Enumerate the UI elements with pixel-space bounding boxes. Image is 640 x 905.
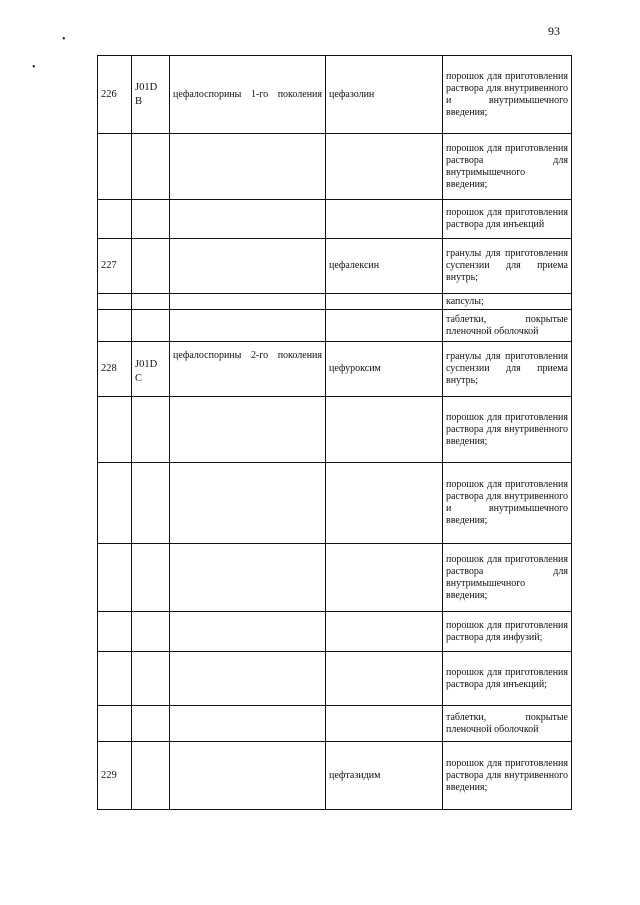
drug-name: цефуроксим: [326, 342, 443, 397]
scan-mark: •: [32, 62, 36, 73]
row-number: 228: [98, 342, 132, 397]
dosage-form: порошок для приготовления раствора для инъекций: [443, 200, 572, 239]
pharmacological-group: [170, 294, 326, 310]
atc-code: [132, 294, 170, 310]
dosage-form: гранулы для приготовления суспензии для приема внутрь;: [443, 342, 572, 397]
dosage-form: капсулы;: [443, 294, 572, 310]
table-row: [98, 742, 572, 810]
drug-name: цефалексин: [326, 239, 443, 294]
drug-name: [326, 463, 443, 544]
row-number: [98, 463, 132, 544]
atc-code: [132, 544, 170, 612]
dosage-form: порошок для приготовления раствора для инъекций;: [443, 652, 572, 706]
dosage-form: гранулы для приготовления суспензии для приема внутрь;: [443, 239, 572, 294]
drug-name: [326, 294, 443, 310]
pharmacological-group: [170, 134, 326, 200]
pharmacological-group: [170, 612, 326, 652]
pharmacological-group: [170, 200, 326, 239]
row-number: [98, 200, 132, 239]
drug-name: [326, 706, 443, 742]
drug-table: [97, 55, 572, 810]
row-number: [98, 397, 132, 463]
table-row: [98, 134, 572, 200]
table-row: [98, 294, 572, 310]
table-row: [98, 612, 572, 652]
pharmacological-group: [170, 742, 326, 810]
table-row: [98, 544, 572, 612]
page-number: 93: [548, 24, 560, 38]
group-text: цефалоспорины 2-го поколения: [173, 350, 322, 361]
pharmacological-group: [170, 56, 326, 134]
pharmacological-group: [170, 652, 326, 706]
dosage-form: порошок для приготовления раствора для внутривенного введения;: [443, 397, 572, 463]
dosage-form: порошок для приготовления раствора для внутримышечного введения;: [443, 134, 572, 200]
row-number: [98, 612, 132, 652]
drug-name: [326, 652, 443, 706]
drug-name: цефазолин: [326, 56, 443, 134]
dosage-form: порошок для приготовления раствора для внутривенного введения;: [443, 742, 572, 810]
scan-mark: •: [62, 34, 66, 45]
dosage-form: порошок для приготовления раствора для внутривенного и внутримышечного введения;: [443, 56, 572, 134]
drug-name: [326, 310, 443, 342]
table-row: [98, 200, 572, 239]
table-row: [98, 239, 572, 294]
pharmacological-group: [170, 310, 326, 342]
atc-code: J01D C: [132, 342, 170, 397]
drug-name: цефтазидим: [326, 742, 443, 810]
drug-name: [326, 397, 443, 463]
pharmacological-group: [170, 239, 326, 294]
row-number: [98, 544, 132, 612]
table-row: [98, 310, 572, 342]
dosage-form: порошок для приготовления раствора для внутримышечного введения;: [443, 544, 572, 612]
pharmacological-group: [170, 397, 326, 463]
row-number: [98, 294, 132, 310]
table-row: [98, 652, 572, 706]
pharmacological-group: [170, 706, 326, 742]
drug-name: [326, 134, 443, 200]
table-row: [98, 706, 572, 742]
row-number: [98, 310, 132, 342]
drug-name: [326, 612, 443, 652]
row-number: 227: [98, 239, 132, 294]
dosage-form: таблетки, покрытые пленочной оболочкой: [443, 310, 572, 342]
pharmacological-group: [170, 342, 326, 397]
table-row: [98, 56, 572, 134]
atc-code: [132, 463, 170, 544]
atc-code: [132, 742, 170, 810]
dosage-form: порошок для приготовления раствора для внутривенного и внутримышечного введения;: [443, 463, 572, 544]
pharmacological-group: [170, 463, 326, 544]
atc-code: [132, 200, 170, 239]
table-row: [98, 397, 572, 463]
atc-code: [132, 652, 170, 706]
row-number: [98, 134, 132, 200]
atc-code: [132, 239, 170, 294]
atc-code: [132, 310, 170, 342]
row-number: 226: [98, 56, 132, 134]
atc-code: [132, 397, 170, 463]
atc-code: J01D B: [132, 56, 170, 134]
group-text: цефалоспорины 1-го поколения: [173, 88, 322, 100]
row-number: [98, 652, 132, 706]
table-row: [98, 463, 572, 544]
row-number: 229: [98, 742, 132, 810]
pharmacological-group: [170, 544, 326, 612]
row-number: [98, 706, 132, 742]
drug-name: [326, 544, 443, 612]
atc-code: [132, 706, 170, 742]
atc-code: [132, 134, 170, 200]
atc-code: [132, 612, 170, 652]
dosage-form: порошок для приготовления раствора для инфузий;: [443, 612, 572, 652]
table-row: [98, 342, 572, 397]
drug-name: [326, 200, 443, 239]
dosage-form: таблетки, покрытые пленочной оболочкой: [443, 706, 572, 742]
